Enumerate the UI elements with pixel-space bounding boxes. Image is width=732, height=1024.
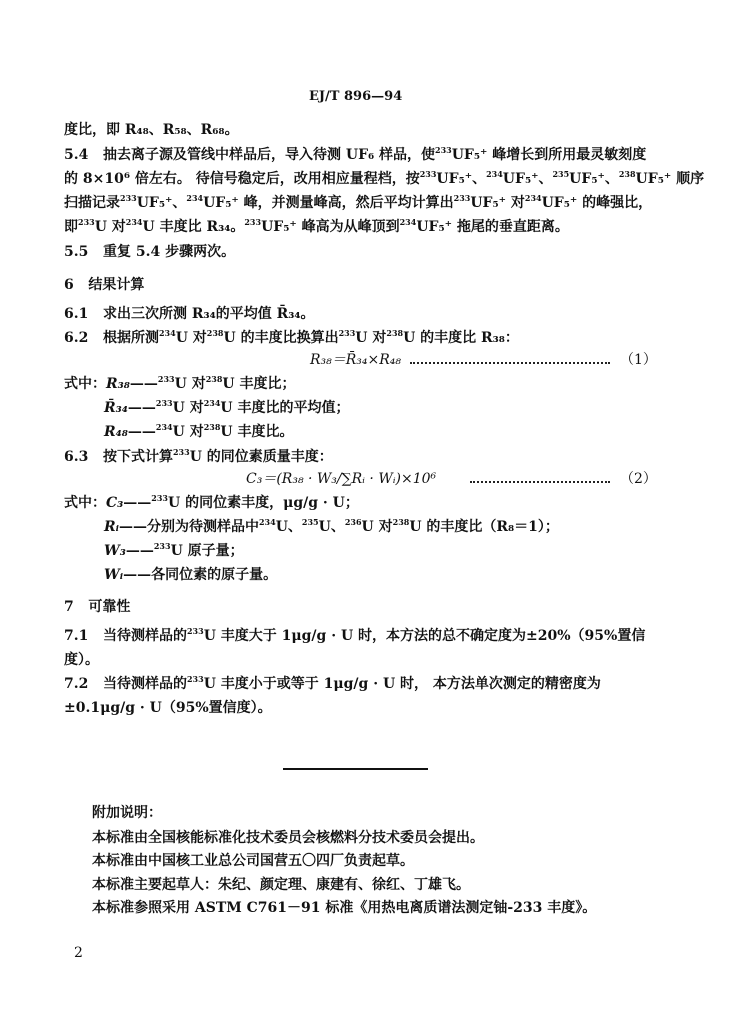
appendix-title: 附加说明： [92,805,162,821]
equation-1-number: （1） [620,352,657,368]
clause-5-4-line-1: 5.4 抽去离子源及管线中样品后，导入待测 UF₆ 样品，使$^{233}$UF₅⁺ 峰增长到所用最灵敏刻度 [64,145,647,163]
equation-2-number: （2） [620,471,657,487]
appendix-line-4: 本标准参照采用 ASTM C761－91 标准《用热电离质谱法测定铀-233 丰度》。 [92,900,597,916]
clause-7-2-line-2: ±0.1μg/g · U（95%置信度）。 [64,700,272,716]
page-number: 2 [74,945,83,961]
appendix-line-3: 本标准主要起草人：朱纪、颜定理、康建有、徐红、丁雄飞。 [92,877,470,893]
section-7-heading: 7 可靠性 [64,599,131,615]
equation-2-leader [470,481,610,483]
equation-1-leader [410,362,610,364]
where-2-row-3: W₃——$^{233}$U 原子量； [104,541,244,559]
equation-1: R₃₈＝R̄₃₄×R₄₈ [310,352,402,368]
section-6-heading: 6 结果计算 [64,277,145,293]
clause-7-1-line-2: 度）。 [64,652,99,668]
appendix-line-2: 本标准由中国核工业总公司国营五〇四厂负责起草。 [92,853,414,869]
where-2-row-1: 式中：C₃——$^{233}$U 的同位素丰度，μg/g · U； [64,493,359,511]
clause-5-4-line-3: 扫描记录$^{233}$UF₅⁺、$^{234}$UF₅⁺ 峰，并测量峰高，然后平均计算出$^{233}$UF₅⁺ 对$^{234}$UF₅⁺ 的峰强比， [64,193,653,211]
where-2-row-4: Wᵢ——各同位素的原子量。 [104,567,278,583]
clause-7-2-line-1: 7.2 当待测样品的$^{233}$U 丰度小于或等于 1μg/g · U 时， 本方法单次测定的精密度为 [64,674,601,692]
where-1-row-2: R̄₃₄——$^{233}$U 对$^{234}$U 丰度比的平均值； [104,398,350,416]
clause-6-2: 6.2 根据所测$^{234}$U 对$^{238}$U 的丰度比换算出$^{233}$U 对$^{238}$U 的丰度比 R₃₈： [64,328,519,346]
clause-6-3: 6.3 按下式计算$^{233}$U 的同位素质量丰度： [64,447,333,465]
paragraph-continuation: 度比，即 R₄₈、R₅₈、R₆₈。 [64,122,239,138]
clause-5-5: 5.5 重复 5.4 步骤两次。 [64,244,236,260]
clause-5-4-line-2: 的 8×10⁶ 倍左右。 待信号稳定后，改用相应量程档，按$^{233}$UF₅⁺、$^{234}$UF₅⁺、$^{235}$UF₅⁺、$^{238}$UF₅⁺ 顺序 [64,169,705,187]
equation-2: C₃＝(R₃₈ · W₃/∑Rᵢ · Wᵢ)×10⁶ [246,471,437,487]
clause-7-1-line-1: 7.1 当待测样品的$^{233}$U 丰度大于 1μg/g · U 时，本方法的总不确定度为±20%（95%置信 [64,626,646,644]
section-divider [283,768,428,770]
where-1-row-3: R₄₈——$^{234}$U 对$^{238}$U 丰度比。 [104,422,294,440]
where-2-row-2: Rᵢ——分别为待测样品中$^{234}$U、$^{235}$U、$^{236}$U 对$^{238}$U 的丰度比（R₈＝1）； [104,517,559,535]
where-1-row-1: 式中：R₃₈——$^{233}$U 对$^{238}$U 丰度比； [64,374,296,392]
document-code: EJ/T 896—94 [309,89,403,104]
clause-5-4-line-4: 即$^{233}$U 对$^{234}$U 丰度比 R₃₄。$^{233}$UF₅⁺ 峰高为从峰顶到$^{234}$UF₅⁺ 拖尾的垂直距离。 [64,217,569,235]
appendix-line-1: 本标准由全国核能标准化技术委员会核燃料分技术委员会提出。 [92,830,484,846]
clause-6-1: 6.1 求出三次所测 R₃₄的平均值 R̄₃₄。 [64,306,315,322]
